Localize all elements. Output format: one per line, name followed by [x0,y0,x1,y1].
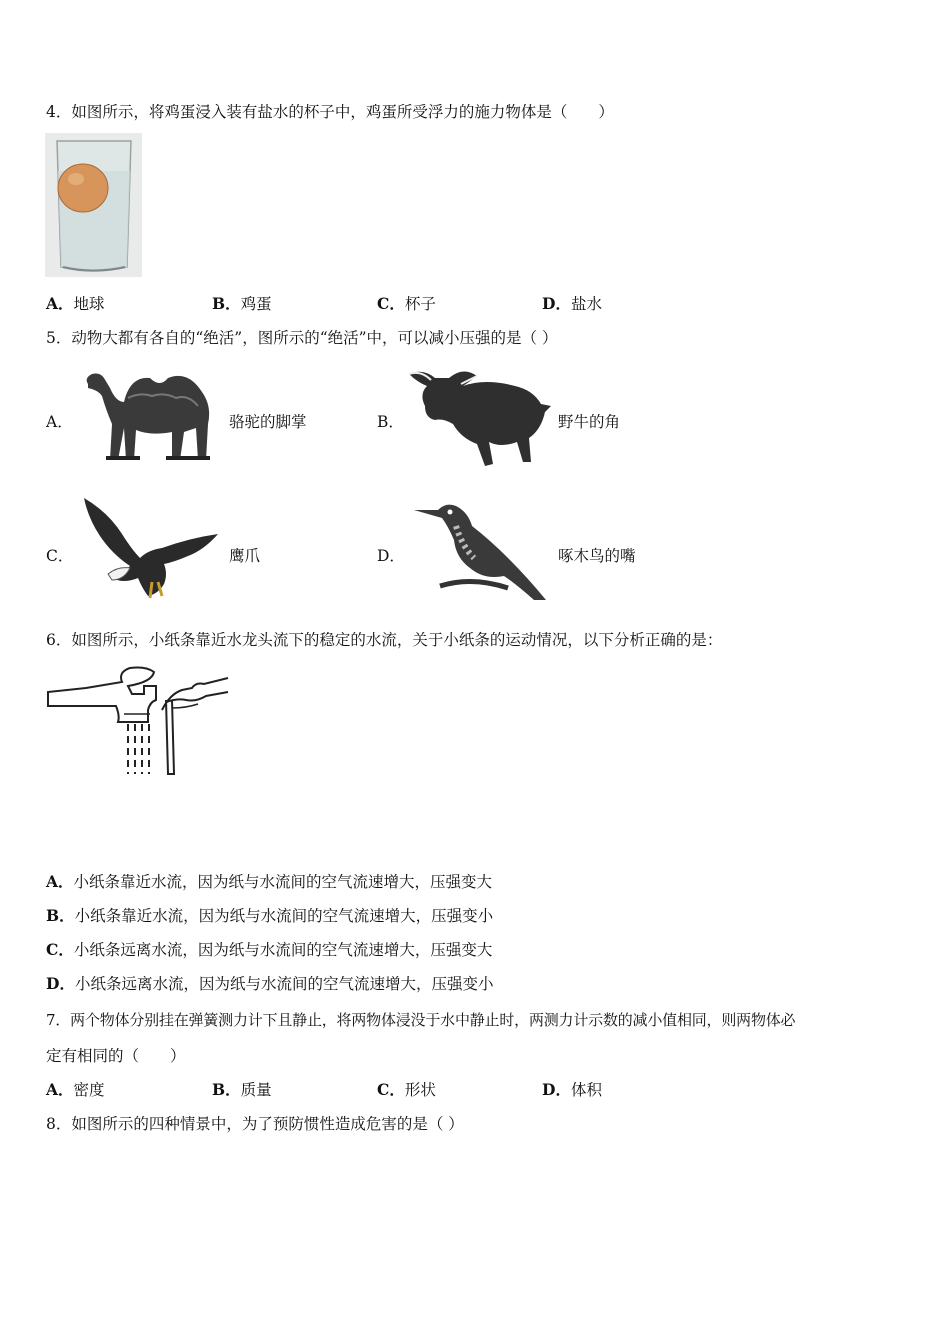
q5-option-a-caption: 骆驼的脚掌 [229,413,307,431]
q7-option-b: B．质量 [212,1080,272,1099]
q4-option-b: B．鸡蛋 [212,294,272,313]
eagle-figure [78,494,224,602]
q8-stem: 8．如图所示的四种情景中，为了预防惯性造成危害的是（ ） [46,1115,464,1133]
egg-in-glass-figure [45,133,142,277]
faucet-paper-strip-figure [46,664,230,776]
q7-stem-line1: 7．两个物体分别挂在弹簧测力计下且静止，将两物体浸没于水中静止时，两测力计示数的减小值相同，则两物体必 [46,1011,796,1029]
q5-option-d-letter: D． [377,547,405,565]
q7-option-c: C．形状 [377,1080,436,1099]
q4-option-d: D．盐水 [542,294,602,313]
q5-option-a-letter: A． [46,413,73,431]
camel-figure [80,362,222,470]
q6-option-b: B．小纸条靠近水流，因为纸与水流间的空气流速增大，压强变小 [46,906,494,925]
q5-option-b-caption: 野牛的角 [558,413,621,431]
q5-stem: 5．动物大都有各自的“绝活”，图所示的“绝活”中，可以减小压强的是（ ） [46,329,558,347]
q5-option-c-letter: C． [46,547,74,565]
q4-option-c: C．杯子 [377,294,436,313]
q5-option-b-letter: B． [377,413,404,431]
q7-option-a: A．密度 [46,1080,105,1099]
bull-figure [405,364,553,470]
woodpecker-figure [412,496,552,602]
q4-option-a: A．地球 [46,294,105,313]
q5-option-c-caption: 鹰爪 [229,547,261,565]
q6-option-a: A．小纸条靠近水流，因为纸与水流间的空气流速增大，压强变大 [46,872,493,891]
q6-option-d: D．小纸条远离水流，因为纸与水流间的空气流速增大，压强变小 [46,974,494,993]
q7-option-d: D．体积 [542,1080,602,1099]
q5-option-d-caption: 啄木鸟的嘴 [558,547,636,565]
q4-stem: 4．如图所示，将鸡蛋浸入装有盐水的杯子中，鸡蛋所受浮力的施力物体是（ ） [46,103,614,121]
q6-stem: 6．如图所示，小纸条靠近水龙头流下的稳定的水流，关于小纸条的运动情况，以下分析正确的是： [46,631,723,649]
q6-option-c: C．小纸条远离水流，因为纸与水流间的空气流速增大，压强变大 [46,940,493,959]
q7-stem-line2: 定有相同的（ ） [46,1047,186,1065]
